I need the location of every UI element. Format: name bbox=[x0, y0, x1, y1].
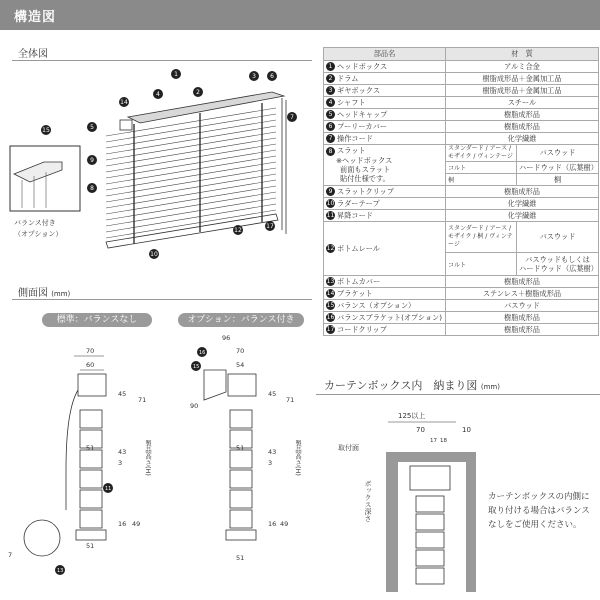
item-number: 13 bbox=[326, 278, 335, 285]
part-name: 昇降コード bbox=[337, 210, 373, 220]
part-name: ヘッドボックス bbox=[337, 61, 388, 71]
valance-caption-2: （オプション） bbox=[14, 230, 63, 238]
svg-text:17: 17 bbox=[430, 438, 437, 444]
table-row bbox=[324, 186, 599, 198]
svg-text:70: 70 bbox=[86, 347, 95, 355]
svg-text:6: 6 bbox=[270, 73, 274, 80]
table-row bbox=[324, 133, 599, 145]
svg-text:15: 15 bbox=[42, 127, 50, 134]
table-row: 8 スラット ※ヘッドボックス 前面もスラット 貼付仕様です。 スタンダード / アース / モザイク / ヴィンテージ バスウッド bbox=[324, 145, 599, 162]
item-number: 9 bbox=[326, 187, 335, 196]
box-depth-label: ボックス深さ bbox=[364, 480, 372, 522]
slat-stack bbox=[80, 410, 102, 528]
svg-text:71: 71 bbox=[286, 396, 295, 404]
item-number: 2 bbox=[326, 74, 335, 83]
part-name: バランスブラケット(オプション) bbox=[337, 312, 443, 322]
svg-text:51: 51 bbox=[236, 554, 245, 562]
svg-text:71: 71 bbox=[138, 396, 147, 404]
svg-text:8: 8 bbox=[90, 185, 94, 192]
svg-text:96: 96 bbox=[222, 334, 231, 342]
table-row bbox=[324, 121, 599, 133]
svg-text:18: 18 bbox=[440, 438, 447, 444]
bottom-rail-side bbox=[76, 530, 106, 540]
table-row bbox=[324, 276, 599, 288]
head-box-side-option bbox=[228, 374, 256, 396]
cord-side bbox=[66, 390, 78, 510]
blind-in-box bbox=[410, 466, 450, 490]
svg-text:11: 11 bbox=[105, 486, 112, 492]
svg-text:49: 49 bbox=[280, 520, 289, 528]
curtain-box-diagram bbox=[316, 400, 486, 600]
divider bbox=[12, 60, 312, 61]
part-name: コードクリップ bbox=[337, 324, 387, 334]
svg-text:15: 15 bbox=[193, 364, 200, 370]
svg-text:43: 43 bbox=[268, 448, 277, 456]
svg-text:45: 45 bbox=[118, 390, 127, 398]
svg-text:10: 10 bbox=[150, 251, 158, 258]
svg-text:17: 17 bbox=[266, 223, 274, 230]
part-material: 化学繊維 bbox=[446, 210, 599, 222]
svg-text:製品高さ(H): 製品高さ(H) bbox=[294, 440, 302, 476]
item-number: 17 bbox=[326, 326, 335, 333]
table-row bbox=[324, 288, 599, 300]
svg-text:3: 3 bbox=[268, 459, 273, 467]
table-row bbox=[324, 324, 599, 336]
part-name: バランス（オプション） bbox=[337, 300, 416, 310]
item-number: 15 bbox=[326, 302, 335, 309]
part-name: ドラム bbox=[337, 73, 359, 83]
callout-1-label: 1 bbox=[174, 71, 178, 78]
table-row bbox=[324, 312, 599, 324]
table-row bbox=[324, 61, 599, 73]
svg-text:3: 3 bbox=[252, 73, 256, 80]
parts-table bbox=[323, 47, 599, 336]
part-material: 樹脂成形品 bbox=[446, 276, 599, 288]
svg-text:7: 7 bbox=[8, 551, 13, 559]
part-name: ブラケット bbox=[337, 288, 373, 298]
valance-side bbox=[204, 370, 226, 400]
head-box-side bbox=[78, 374, 106, 396]
table-row: 桐 桐 bbox=[324, 174, 599, 186]
table-row bbox=[324, 97, 599, 109]
svg-text:70: 70 bbox=[236, 347, 245, 355]
table-header-row bbox=[324, 48, 599, 61]
svg-text:16: 16 bbox=[118, 520, 127, 528]
box-side-left bbox=[386, 452, 398, 592]
svg-text:43: 43 bbox=[118, 448, 127, 456]
header-name: 部品名 bbox=[324, 48, 446, 61]
svg-text:16: 16 bbox=[268, 520, 277, 528]
part-material: 化学繊維 bbox=[446, 198, 599, 210]
svg-text:4: 4 bbox=[156, 91, 160, 98]
svg-text:2: 2 bbox=[196, 89, 200, 96]
item-number: 10 bbox=[326, 200, 335, 207]
svg-text:51: 51 bbox=[86, 444, 95, 452]
head-box bbox=[128, 92, 284, 123]
part-name: 操作コード bbox=[337, 133, 373, 143]
part-material: 樹脂成形品＋金属加工品 bbox=[446, 85, 599, 97]
curtain-box-note: カーテンボックスの内側に取り付ける場合はバランスなしをご使用ください。 bbox=[488, 492, 590, 530]
svg-text:54: 54 bbox=[236, 361, 245, 369]
svg-text:51: 51 bbox=[236, 444, 245, 452]
svg-text:10: 10 bbox=[462, 426, 471, 434]
page-title: 構造図 bbox=[14, 10, 57, 25]
svg-text:90: 90 bbox=[190, 402, 199, 410]
table-row: コルト バスウッドもしくは ハードウッド（広葉樹） bbox=[324, 253, 599, 276]
svg-text:45: 45 bbox=[268, 390, 277, 398]
valance-shape bbox=[14, 162, 62, 182]
part-material: 化学繊維 bbox=[446, 133, 599, 145]
part-material: スチール bbox=[446, 97, 599, 109]
table-row bbox=[324, 300, 599, 312]
slat-stack-option bbox=[230, 410, 252, 528]
part-name: ラダーテープ bbox=[337, 198, 380, 208]
svg-text:12: 12 bbox=[234, 227, 242, 234]
part-material: バスウッド bbox=[446, 300, 599, 312]
valance-inset-frame bbox=[10, 146, 80, 211]
svg-text:51: 51 bbox=[86, 542, 95, 550]
item-number: 3 bbox=[326, 86, 335, 95]
item-number: 4 bbox=[326, 98, 335, 107]
overall-view-label: 全体図 bbox=[18, 49, 48, 60]
header-material: 材 質 bbox=[446, 48, 599, 61]
table-row bbox=[324, 85, 599, 97]
part-name: ボトムカバー bbox=[337, 276, 381, 286]
standard-pill: 標準：バランスなし bbox=[42, 313, 152, 327]
svg-text:9: 9 bbox=[90, 157, 94, 164]
svg-text:7: 7 bbox=[290, 114, 294, 121]
part-material: 樹脂成形品 bbox=[446, 186, 599, 198]
svg-text:70: 70 bbox=[416, 426, 425, 434]
table-row bbox=[324, 198, 599, 210]
table-row bbox=[324, 210, 599, 222]
side-view-label: 側面図 (mm) bbox=[18, 288, 71, 299]
svg-text:製品高さ(H): 製品高さ(H) bbox=[144, 440, 152, 476]
part-material: 樹脂成形品＋金属加工品 bbox=[446, 73, 599, 85]
divider bbox=[316, 394, 600, 395]
item-number: 11 bbox=[326, 212, 335, 219]
item-number: 1 bbox=[326, 62, 335, 71]
part-material: ステンレス＋樹脂成形品 bbox=[446, 288, 599, 300]
section-header bbox=[0, 0, 600, 30]
part-name: ギヤボックス bbox=[337, 85, 381, 95]
svg-text:13: 13 bbox=[57, 568, 64, 574]
svg-text:14: 14 bbox=[120, 99, 128, 106]
svg-text:60: 60 bbox=[86, 361, 95, 369]
option-pill: オプション：バランス付き bbox=[178, 313, 304, 327]
svg-text:16: 16 bbox=[199, 350, 206, 356]
item-number: 6 bbox=[326, 122, 335, 131]
part-material: 樹脂成形品 bbox=[446, 121, 599, 133]
svg-text:49: 49 bbox=[132, 520, 141, 528]
svg-text:125以上: 125以上 bbox=[398, 412, 426, 420]
part-material: 樹脂成形品 bbox=[446, 324, 599, 336]
part-name: シャフト bbox=[337, 97, 366, 107]
head-cap bbox=[120, 120, 132, 130]
box-top bbox=[386, 452, 476, 462]
table-row bbox=[324, 109, 599, 121]
part-name: スラットクリップ bbox=[337, 186, 394, 196]
svg-text:5: 5 bbox=[90, 124, 94, 131]
part-name: プーリーカバー bbox=[337, 121, 387, 131]
item-number: 14 bbox=[326, 290, 335, 297]
part-material: 樹脂成形品 bbox=[446, 109, 599, 121]
mount-surface-label: 取付面 bbox=[338, 444, 359, 452]
curtain-box-title: カーテンボックス内 納まり図 (mm) bbox=[324, 379, 500, 392]
table-row: 12 ボトムレール スタンダード / アース / モザイク / 桐 / ヴィンテージ バスウッド bbox=[324, 222, 599, 253]
item-number: 16 bbox=[326, 314, 335, 321]
part-material: 樹脂成形品 bbox=[446, 312, 599, 324]
divider bbox=[12, 299, 312, 300]
overall-diagram bbox=[0, 62, 320, 284]
bottom-rail bbox=[106, 214, 278, 248]
box-side-right bbox=[466, 452, 476, 592]
part-material: アルミ合金 bbox=[446, 61, 599, 73]
table-row bbox=[324, 73, 599, 85]
table-row: コルト ハードウッド（広葉樹） bbox=[324, 162, 599, 174]
detail-circle bbox=[24, 520, 60, 556]
part-name: ヘッドキャップ bbox=[337, 109, 388, 119]
side-view-diagram bbox=[0, 330, 316, 600]
item-number: 7 bbox=[326, 134, 335, 143]
svg-text:3: 3 bbox=[118, 459, 123, 467]
valance-caption-1: バランス付き bbox=[14, 219, 56, 227]
item-number: 5 bbox=[326, 110, 335, 119]
